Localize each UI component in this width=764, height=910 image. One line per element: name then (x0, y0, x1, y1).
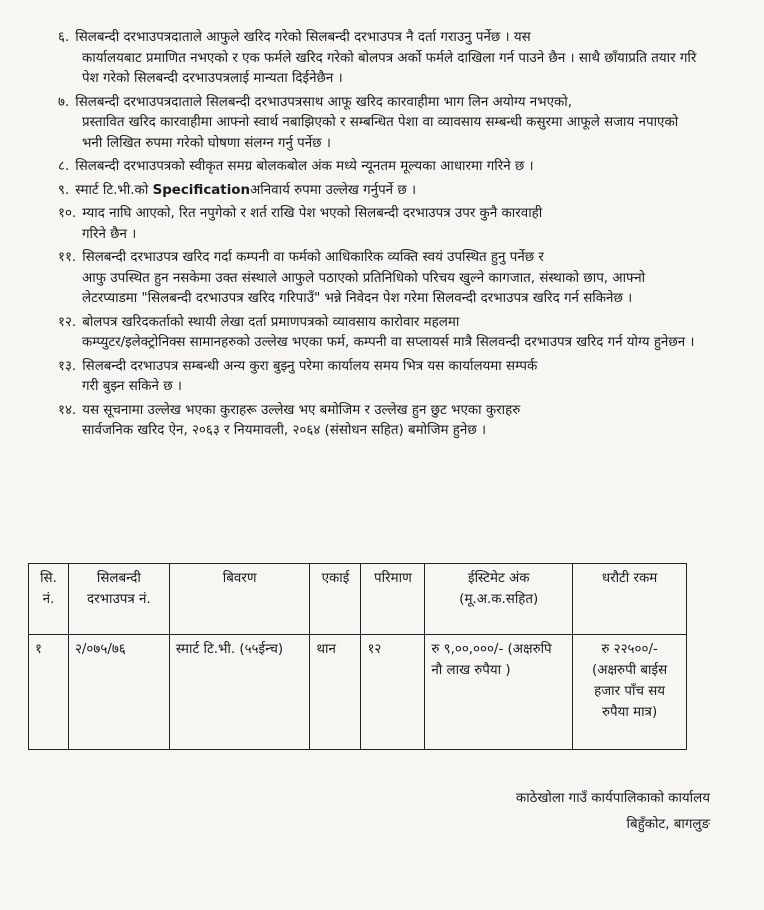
condition-12 (58, 313, 698, 354)
item-continuation: कम्प्युटर/इलेक्ट्रोनिक्स सामानहरुको उल्लेख भएका फर्म, कम्पनी वा सप्लायर्स मात्रै सिलवन्दी दरभाउपत्र खरिद गर्न योग्य हुनेछन । (82, 335, 695, 350)
item-text: बोलपत्र खरिदकर्ताको स्थायी लेखा दर्ता प्रमाणपत्रको व्यावसाय कारोवार महलमा (82, 314, 460, 330)
header-description: बिवरण (169, 564, 310, 635)
condition-10 (58, 204, 698, 245)
item-number: १३. (58, 358, 77, 374)
condition-8 (58, 157, 698, 178)
header-quantity: परिमाण (361, 564, 425, 635)
conditions-list (58, 28, 698, 445)
header-deposit: धरौटी रकम (573, 564, 687, 635)
condition-7 (58, 93, 698, 155)
header-tender-no: सिलबन्दी दरभाउपत्र नं. (68, 564, 169, 635)
cell-quantity: १२ (361, 635, 425, 750)
cell-tender-no: २/०७५/७६ (68, 635, 169, 750)
item-number: १२. (58, 314, 77, 330)
item-text: सिलबन्दी दरभाउपत्रको स्वीकृत समग्र बोलकबोल अंक मध्ये न्यूनतम मूल्यका आधारमा गरिने छ । (75, 159, 534, 174)
item-text-after: अनिवार्य रुपमा उल्लेख गर्नुपर्ने छ । (250, 182, 417, 198)
item-text: यस सूचनामा उल्लेख भएका कुराहरू उल्लेख भए बमोजिम र उल्लेख हुन छुट भएका कुराहरु (82, 402, 521, 418)
header-estimate: ईस्टिमेट अंक (मू.अ.क.सहित) (425, 564, 573, 635)
cell-unit: थान (310, 635, 361, 750)
item-number: ९. (58, 182, 70, 198)
signature-address: बिहुँकोट, बागलुङ (626, 817, 710, 832)
item-number: ८. (58, 159, 70, 174)
condition-14 (58, 401, 698, 442)
item-continuation: आफु उपस्थित हुन नसकेमा उक्त संस्थाले आफुले पठाएको प्रतिनिधिको परिचय खुल्ने कागजात, संस्थाको छाप, आफ्नो लेटरप्याडमा "सिलबन्दी दरभाउपत्र खरिद गरिपाउँ" भन्ने निवेदन पेश गरेमा सिलवन्दी दरभाउपत्र खरिद गर्न सकिनेछ । (82, 270, 646, 306)
item-text: म्याद नाघि आएको, रित नपुगेको र शर्त राखि पेश भएको सिलबन्दी दरभाउपत्र उपर कुनै कारवाही (82, 206, 543, 221)
signature-office: काठेखोला गाउँ कार्यपालिकाको कार्यालय (515, 791, 710, 806)
cell-description: स्मार्ट टि.भी. (५५ईन्च) (169, 635, 310, 750)
header-unit: एकाई (310, 564, 361, 635)
item-continuation: प्रस्तावित खरिद कारवाहीमा आफ्नो स्वार्थ नबाझिएको र सम्बन्धित पेशा वा व्यावसाय सम्बन्धी कसुरमा आफूले सजाय नपाएको भनी लिखित रुपमा गरेको घोषणा संलग्न गर्नु पर्नेछ । (82, 115, 679, 151)
item-continuation: कार्यालयबाट प्रमाणित नभएको र एक फर्मले खरिद गरेको बोलपत्र अर्को फर्मले दाखिला गर्न पाउने छैन । साथै छाँयाप्रति तयार गरि पेश गरेको सिलबन्दी दरभाउपत्रलाई मान्यता दिईनेछैन । (82, 50, 697, 86)
item-continuation: गरिने छैन । (82, 226, 137, 242)
item-text: सिलबन्दी दरभाउपत्र सम्बन्धी अन्य कुरा बुझ्नु परेमा कार्यालय समय भित्र यस कार्यालयमा सम्पर्क (82, 358, 538, 374)
condition-13 (58, 357, 698, 398)
condition-6 (58, 28, 698, 90)
header-serial: सि. नं. (29, 564, 69, 635)
tender-table (28, 563, 687, 750)
cell-deposit: रु २२५००/- (अक्षरुपी बाईस हजार पाँच सय रुपैया मात्र) (573, 635, 687, 750)
condition-11 (58, 248, 698, 310)
table-header-row (29, 564, 687, 635)
item-number: ११. (58, 250, 77, 265)
item-text: सिलबन्दी दरभाउपत्र खरिद गर्दा कम्पनी वा फर्मको आधिकारिक व्यक्ति स्वयं उपस्थित हुनु पर्नेछ र (82, 250, 544, 265)
item-number: १०. (58, 206, 77, 221)
item-text: स्मार्ट टि.भी.को (75, 182, 149, 198)
cell-serial: १ (29, 635, 69, 750)
item-continuation: सार्वजनिक खरिद ऐन, २०६३ र नियमावली, २०६४ (संसोधन सहित) बमोजिम हुनेछ । (82, 423, 487, 438)
item-number: १४. (58, 402, 77, 418)
item-number: ६. (58, 30, 70, 45)
cell-estimate: रु ९,००,०००/- (अक्षरुपि नौ लाख रुपैया ) (425, 635, 573, 750)
item-text: सिलबन्दी दरभाउपत्रदाताले सिलबन्दी दरभाउपत्रसाथ आफू खरिद कारवाहीमा भाग लिन अयोग्य नभएको, (75, 94, 573, 110)
item-text: सिलबन्दी दरभाउपत्रदाताले आफुले खरिद गरेको सिलबन्दी दरभाउपत्र नै दर्ता गराउनु पर्नेछ । यस (75, 30, 531, 45)
specification-term: Specification (152, 182, 251, 198)
item-continuation: गरी बुझ्न सकिने छ । (82, 379, 182, 394)
condition-9 (58, 181, 698, 202)
item-number: ७. (58, 94, 70, 110)
table-row (29, 635, 687, 750)
